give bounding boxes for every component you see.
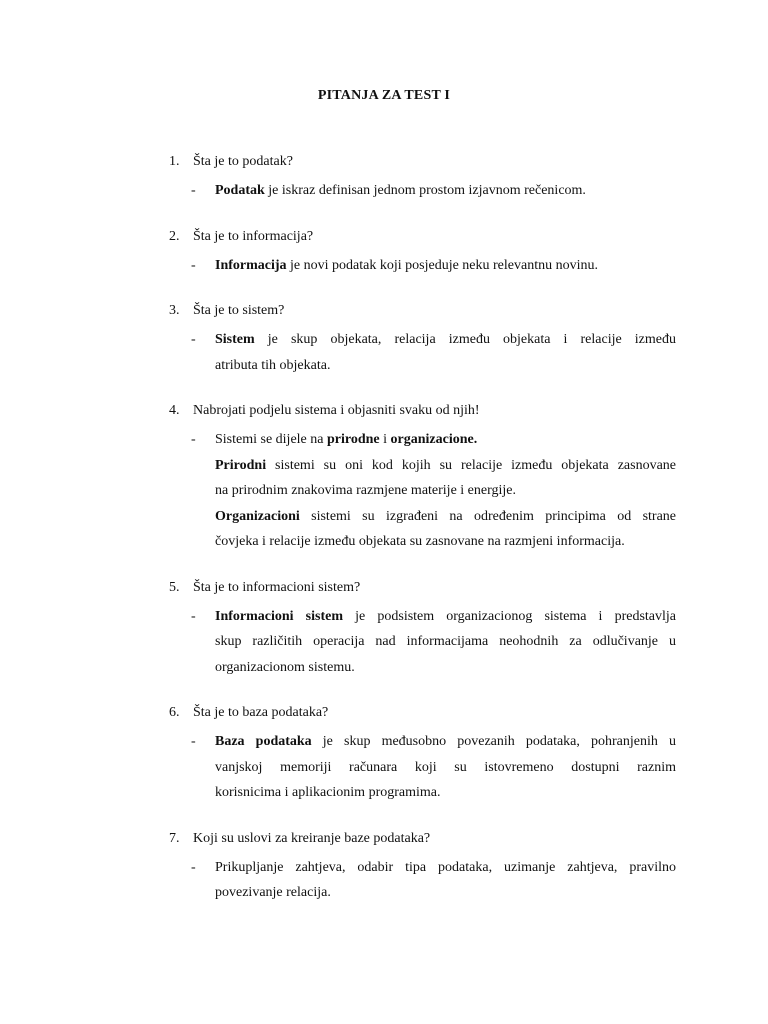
question-5 (169, 579, 676, 681)
question-1 (169, 153, 676, 204)
question-number: 1. (169, 154, 180, 169)
answer (169, 327, 676, 378)
question-6 (169, 704, 676, 806)
question-number: 6. (169, 705, 180, 720)
answer-bullet: - (191, 257, 196, 273)
question-2 (169, 228, 676, 279)
question-number: 5. (169, 579, 180, 595)
answer-text-continued: povezivanje relacija. (215, 885, 331, 900)
question-3 (169, 302, 676, 378)
answer-bullet: - (191, 608, 196, 624)
answer-bullet: - (191, 432, 196, 447)
answer-bullet: - (191, 332, 196, 347)
answer-text-continued: vanjskoj memoriji računara koji su istovremeno dostupni raznim (215, 759, 676, 775)
answer-text: Prikupljanje zahtjeva, odabir tipa podataka, uzimanje zahtjeva, pravilno (215, 859, 676, 875)
question-number: 3. (169, 303, 180, 318)
answer-term: Sistem (215, 332, 255, 347)
question-text: Šta je to baza podataka? (193, 705, 329, 720)
answer-text-continued: atributa tih objekata. (215, 357, 331, 373)
answer (169, 427, 676, 555)
answer-term: Baza podataka (215, 734, 312, 749)
answer-bullet: - (191, 734, 196, 749)
answer (169, 178, 676, 204)
answer-term: Prirodni (215, 457, 267, 473)
answer (169, 729, 676, 806)
answer (169, 604, 676, 681)
question-7 (169, 830, 676, 906)
answer (169, 253, 676, 279)
answer-text-continued: organizacionom sistemu. (215, 659, 355, 675)
answer-text: Informacioni sistem je podsistem organizacionog sistema i predstavlja (215, 608, 676, 624)
answer-term: Informacija (215, 257, 287, 273)
answer-term: Podatak (215, 183, 265, 198)
answer-text: Sistem je skup objekata, relacija između objekata i relacije između (215, 332, 676, 347)
answer-text-continued: skup različitih operacija nad informacijama neohodnih za odlučivanje u (215, 634, 676, 649)
answer-paragraph-organizacioni: Organizacioni sistemi su izgrađeni na određenim principima od strane (215, 508, 676, 524)
question-list (169, 153, 676, 930)
answer-text: Sistemi se dijele na prirodne i organizacione. (215, 432, 478, 447)
question-text: Koji su uslovi za kreiranje baze podataka? (193, 830, 431, 846)
answer-text: Baza podataka je skup međusobno povezanih podataka, pohranjenih u (215, 734, 676, 749)
question-text: Šta je to sistem? (193, 303, 285, 318)
answer-bullet: - (191, 859, 196, 875)
question-number: 2. (169, 228, 180, 244)
question-text: Šta je to informacioni sistem? (193, 579, 361, 595)
question-number: 7. (169, 830, 180, 846)
answer-text-continued: čovjeka i relacije između objekata su zasnovane na razmjeni informacija. (215, 534, 625, 549)
answer-text: Informacija je novi podatak koji posjeduje neku relevantnu novinu. (215, 257, 598, 273)
question-text: Šta je to podatak? (193, 154, 293, 169)
question-text: Šta je to informacija? (193, 228, 314, 244)
answer-term: Informacioni sistem (215, 608, 344, 624)
page-title: PITANJA ZA TEST I (317, 88, 451, 103)
answer-term: prirodne (326, 432, 380, 447)
answer (169, 855, 676, 906)
answer-paragraph-prirodni: Prirodni sistemi su oni kod kojih su relacije između objekata zasnovane (215, 457, 676, 473)
answer-term: organizacione. (390, 432, 478, 447)
answer-text-continued: korisnicima i aplikacionim programima. (215, 785, 441, 800)
answer-term: Organizacioni (215, 508, 300, 524)
answer-bullet: - (191, 183, 196, 198)
question-text: Nabrojati podjelu sistema i objasniti svaku od njih! (193, 403, 480, 418)
question-4 (169, 402, 676, 555)
answer-text: Podatak je iskraz definisan jednom prostom izjavnom rečenicom. (215, 183, 586, 198)
answer-text-continued: na prirodnim znakovima razmjene materije i energije. (215, 483, 517, 498)
question-number: 4. (169, 403, 180, 418)
